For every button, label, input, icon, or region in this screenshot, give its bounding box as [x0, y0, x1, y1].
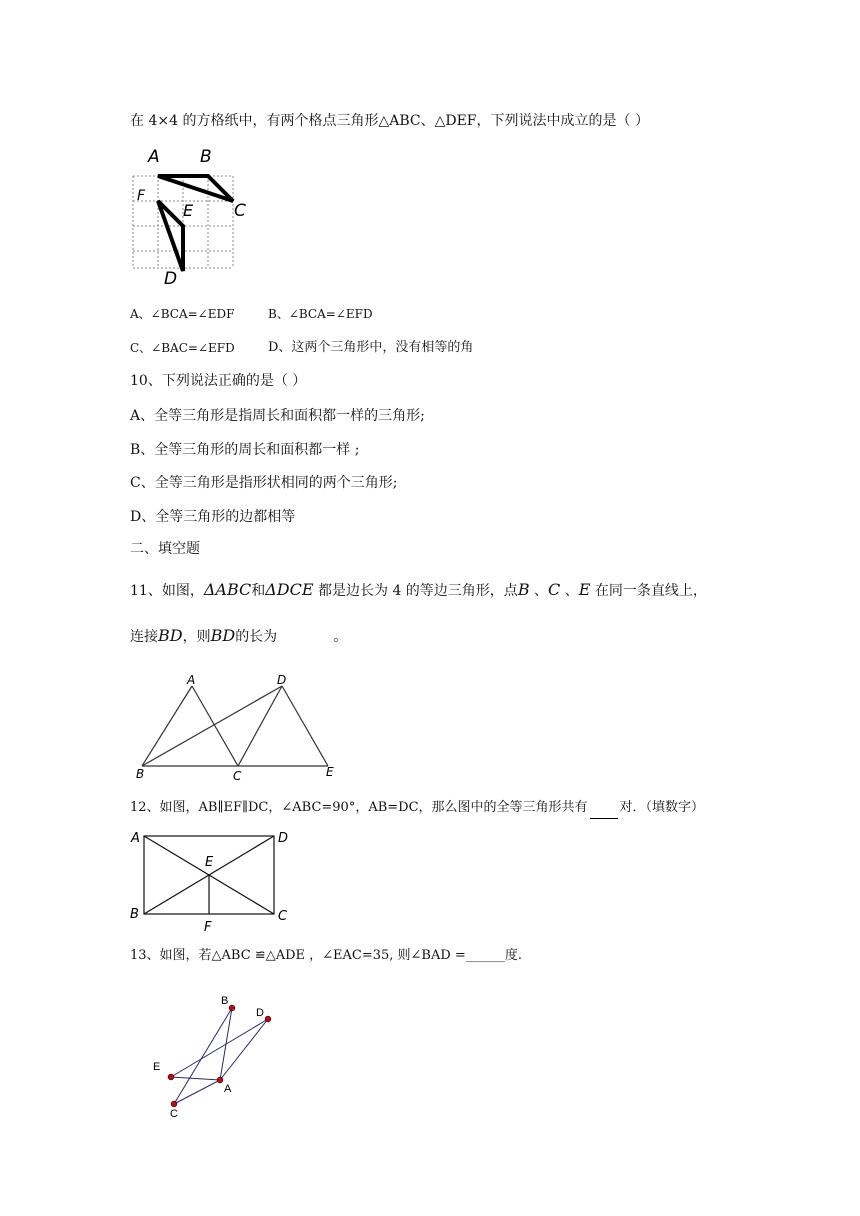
q13-point-E — [168, 1074, 174, 1080]
q12-label-A: A — [131, 831, 140, 846]
q11-line2 — [130, 626, 347, 647]
q12-label-B: B — [130, 907, 139, 922]
q11-text-5: 连接 — [130, 629, 158, 645]
q12-label-C: C — [278, 909, 288, 924]
q11-text-1: 11、如图， — [130, 583, 204, 599]
q13-answer-blank: ______ — [465, 948, 505, 963]
q9-option-A: A、∠BCA=∠EDF — [130, 307, 235, 321]
q11-text-4: 在同一条直线上， — [594, 583, 707, 599]
q11-label-E: E — [326, 765, 334, 779]
q11-segment-bd-1: BD — [158, 626, 183, 645]
q11-label-A: A — [187, 673, 196, 687]
q9-option-C: C、∠BAC=∠EFD — [130, 341, 235, 355]
q13-label-E: E — [153, 1061, 161, 1073]
q13-point-B — [229, 1005, 235, 1011]
q11-label-B: B — [136, 767, 145, 781]
section-heading: 二、填空题 — [130, 541, 200, 557]
q11-sep-1: 、 — [534, 583, 549, 599]
q11-label-D: D — [277, 673, 287, 687]
q9-option-D: D、这两个三角形中，没有相等的角 — [268, 340, 474, 355]
q10-option-D: D、全等三角形的边都相等 — [130, 509, 296, 525]
q9-label-C: C — [234, 201, 246, 221]
q12-label-D: D — [278, 831, 289, 846]
q11-text-end: 。 — [333, 629, 348, 645]
q12-label-E: E — [205, 855, 214, 870]
q12-text-b: 对．（填数字） — [619, 800, 705, 815]
q9-stem: 在 4×4 的方格纸中，有两个格点三角形△ABC、△DEF，下列说法中成立的是（ ） — [130, 113, 649, 129]
q9-label-D: D — [164, 269, 178, 289]
q9-label-A: A — [148, 147, 160, 167]
q13-text-b: 度. — [504, 948, 522, 963]
q11-text-3: 都是边长为 4 的等边三角形，点 — [318, 583, 518, 599]
q13-label-C: C — [170, 1108, 178, 1120]
q9-label-E: E — [183, 201, 194, 220]
q13-label-B: B — [221, 995, 229, 1007]
q11-triangle-dce: ΔDCE — [265, 580, 314, 599]
q12-stem — [130, 798, 704, 819]
q10-option-B: B、全等三角形的周长和面积都一样 ; — [130, 442, 360, 458]
q12-figure — [128, 828, 298, 934]
q11-figure — [130, 672, 340, 784]
q13-point-A — [217, 1077, 223, 1083]
q13-label-A: A — [224, 1083, 232, 1095]
q10-stem: 10、下列说法正确的是（ ） — [130, 373, 307, 389]
q11-text-2: 和 — [251, 583, 266, 599]
q11-point-c: C — [548, 580, 561, 599]
q12-label-F: F — [204, 920, 212, 935]
q11-text-7: 的长为 — [235, 629, 278, 645]
q11-triangle-abc: ΔABC — [203, 580, 252, 599]
q10-option-A: A、全等三角形是指周长和面积都一样的三角形; — [130, 408, 425, 424]
q9-figure — [128, 146, 258, 288]
q11-point-b: B — [517, 580, 530, 599]
q10-option-C: C、全等三角形是指形状相同的两个三角形; — [130, 475, 398, 491]
q11-segment-bd-2: BD — [210, 626, 236, 645]
q13-text-a: 13、如图，若△ABC ≌△ADE ，∠EAC=35, 则∠BAD = — [130, 948, 466, 963]
q11-line1 — [130, 580, 707, 601]
q11-text-6: ，则 — [182, 629, 211, 645]
q13-label-D: D — [256, 1007, 264, 1019]
q9-label-B: B — [200, 147, 212, 167]
q13-point-D — [265, 1016, 271, 1022]
q9-option-B: B、∠BCA=∠EFD — [268, 307, 373, 321]
q13-stem — [130, 946, 522, 966]
q11-point-e: E — [578, 580, 591, 599]
q13-point-C — [171, 1101, 177, 1107]
q11-label-C: C — [233, 769, 242, 783]
q12-answer-blank — [590, 798, 618, 819]
q11-sep-2: 、 — [564, 583, 579, 599]
q13-figure — [148, 990, 283, 1120]
q9-label-F: F — [137, 188, 146, 204]
q12-text-a: 12、如图，AB∥EF∥DC，∠ABC=90°，AB=DC，那么图中的全等三角形共有 — [130, 800, 588, 815]
